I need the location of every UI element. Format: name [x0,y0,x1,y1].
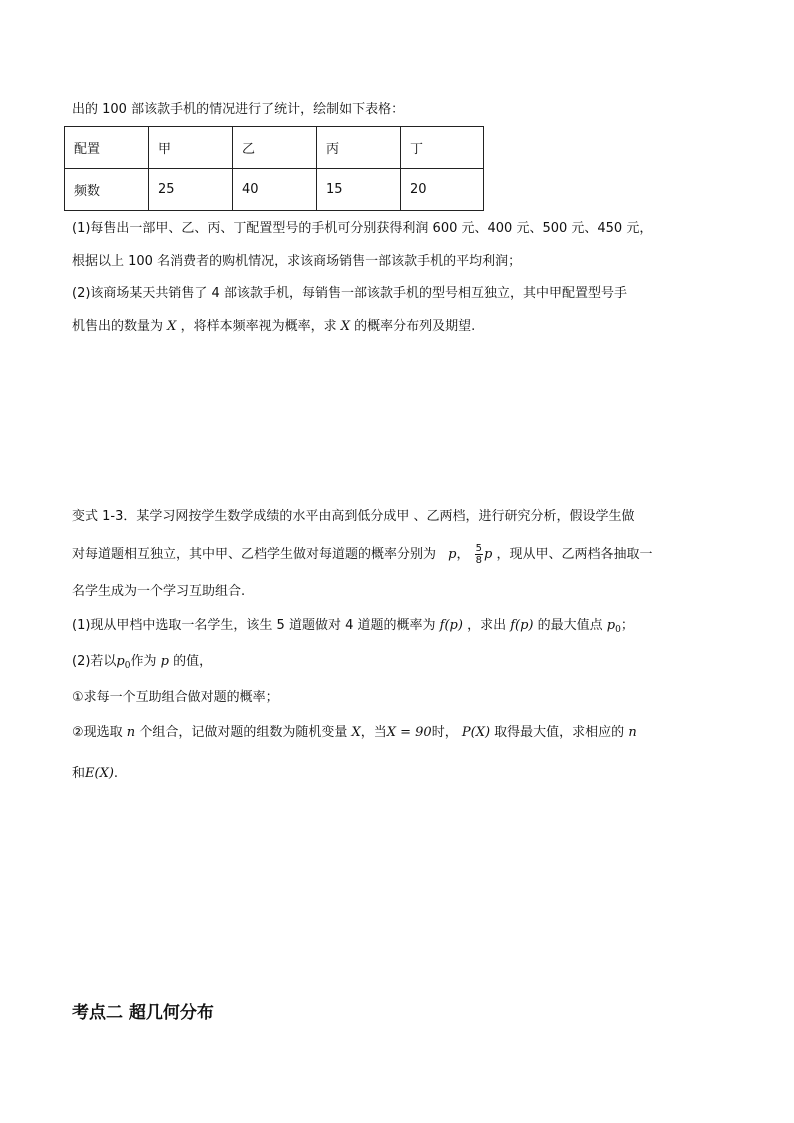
problem-b-sub1: ①求每一个互助组合做对题的概率； [72,690,279,705]
math-f-of-p: f(p) [439,618,463,633]
problem-b-last [72,765,118,783]
text-segment: 的最大值点 [537,618,603,633]
problem-b-q2 [72,653,212,675]
problem-a-q1-line1: (1)每售出一部甲、乙、丙、丁配置型号的手机可分别获得利润 600 元、400 元、500 元、450 元， [72,221,653,236]
math-var-p: p [448,547,457,562]
table-cell: 15 [317,169,401,211]
math-f-of-p: f(p) [510,618,534,633]
table-cell: 频数 [65,169,149,211]
problem-b-q1 [72,617,634,639]
math-x-eq-90: X = 90 [386,725,432,740]
table-cell: 25 [149,169,233,211]
math-var-n: n [126,725,136,740]
problem-a-q2-line2 [72,318,475,336]
text-segment: ，求出 [467,618,507,633]
text-segment: 个组合，记做对题的组数为随机变量 [139,725,348,740]
math-e-of-x: E(X) [85,766,114,781]
math-p0: $p_0$ [116,654,131,671]
text-segment: ，现从甲、乙两档各抽取一 [496,547,653,562]
text-segment: 取得最大值，求相应的 [494,725,625,740]
text-segment: 的概率分布列及期望. [354,319,476,334]
text-segment: . [113,766,119,781]
math-p0: $p_0$ [606,618,621,635]
text-segment: 时， [431,725,458,740]
frequency-table [64,126,484,211]
table-header-cell: 配置 [65,127,149,169]
table-header-cell: 丁 [401,127,484,169]
math-p-of-x: P(X) [461,725,491,740]
text-segment: 机售出的数量为 [72,319,164,334]
math-var-p: p [484,547,493,562]
math-var-x: X [167,319,177,334]
fraction-five-eighths [475,543,483,566]
fraction-numerator: 5 [475,543,483,554]
table-cell: 40 [233,169,317,211]
problem-a-intro: 出的 100 部该款手机的情况进行了统计，绘制如下表格： [72,102,405,117]
section-heading: 考点二 超几何分布 [72,1003,214,1023]
table-header-cell: 甲 [149,127,233,169]
problem-a-q1-line2: 根据以上 100 名消费者的购机情况，求该商场销售一部该款手机的平均利润； [72,254,522,269]
text-segment: 的值， [173,654,213,669]
fraction-denominator: 8 [475,555,483,566]
problem-b-sub2 [72,724,637,742]
problem-b-line2: 对每道题相互独立，其中甲、乙档学生做对每道题的概率分别为 p， $\frac{5}{8}$ p ，现从甲、乙两档各抽取一 [72,543,653,566]
problem-a-q2-line1: (2)该商场某天共销售了 4 部该款手机，每销售一部该款手机的型号相互独立，其中甲配置型号手 [72,286,627,301]
math-var-x: X [351,725,361,740]
text-segment: ，将样本频率视为概率，求 [180,319,337,334]
table-header-cell: 乙 [233,127,317,169]
text-segment: ； [620,618,634,633]
table-cell: 20 [401,169,484,211]
problem-b-line3: 名学生成为一个学习互助组合. [72,584,246,599]
text-segment: ②现选取 [72,725,123,740]
text-segment: (2)若以 [72,654,117,669]
math-var-x: X [340,319,350,334]
text-segment: 作为 [130,654,157,669]
text-segment: (1)现从甲档中选取一名学生，该生 5 道题做对 4 道题的概率为 [72,618,436,633]
text-segment: 和 [72,766,86,781]
table-header-cell: 丙 [317,127,401,169]
math-var-p: p [160,654,169,669]
table-row [65,169,484,211]
table-row [65,127,484,169]
math-var-n: n [628,725,637,740]
text-segment: 对每道题相互独立，其中甲、乙档学生做对每道题的概率分别为 [72,547,437,562]
problem-b-line1: 变式 1-3．某学习网按学生数学成绩的水平由高到低分成甲 、乙两档，进行研究分析，假设学生做 [72,509,635,524]
text-segment: ，当 [360,725,387,740]
